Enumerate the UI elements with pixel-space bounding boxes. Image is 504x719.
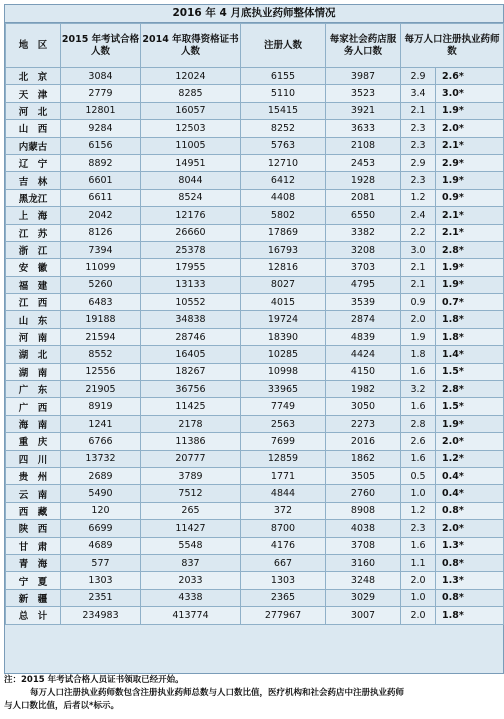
cell-store: 2108 <box>326 137 401 154</box>
cell-cert: 20777 <box>141 450 241 467</box>
cell-exam: 6156 <box>61 137 141 154</box>
cell-store: 3007 <box>326 607 401 624</box>
cell-cmp: 2.0* <box>436 433 504 450</box>
cell-exam: 5490 <box>61 485 141 502</box>
cell-region: 重 庆 <box>6 433 61 450</box>
cell-cmp: 1.4* <box>436 346 504 363</box>
cell-reg: 8700 <box>241 520 326 537</box>
cell-store: 3633 <box>326 120 401 137</box>
cell-cmp: 2.6* <box>436 68 504 85</box>
cell-avg: 2.0 <box>401 311 436 328</box>
cell-cmp: 2.9* <box>436 154 504 171</box>
cell-avg: 2.1 <box>401 259 436 276</box>
cell-store: 2016 <box>326 433 401 450</box>
cell-exam: 234983 <box>61 607 141 624</box>
cell-cert: 8524 <box>141 189 241 206</box>
cell-avg: 3.4 <box>401 85 436 102</box>
cell-cert: 12503 <box>141 120 241 137</box>
cell-reg: 277967 <box>241 607 326 624</box>
cell-exam: 7394 <box>61 241 141 258</box>
table-row <box>6 137 504 154</box>
cell-store: 3382 <box>326 224 401 241</box>
table-row <box>6 554 504 571</box>
table-row <box>6 467 504 484</box>
cell-avg: 2.1 <box>401 102 436 119</box>
cell-store: 3539 <box>326 294 401 311</box>
cell-cmp: 1.8* <box>436 311 504 328</box>
cell-reg: 1303 <box>241 572 326 589</box>
table-row <box>6 85 504 102</box>
cell-store: 4795 <box>326 276 401 293</box>
cell-cert: 4338 <box>141 589 241 606</box>
cell-avg: 1.0 <box>401 485 436 502</box>
cell-avg: 0.5 <box>401 467 436 484</box>
cell-reg: 33965 <box>241 381 326 398</box>
cell-cmp: 1.5* <box>436 398 504 415</box>
cell-reg: 12816 <box>241 259 326 276</box>
cell-exam: 6483 <box>61 294 141 311</box>
cell-cert: 837 <box>141 554 241 571</box>
cell-exam: 3084 <box>61 68 141 85</box>
cell-exam: 12801 <box>61 102 141 119</box>
table-row <box>6 259 504 276</box>
table-row <box>6 363 504 380</box>
cell-avg: 3.2 <box>401 381 436 398</box>
table-row <box>6 102 504 119</box>
cell-region: 吉 林 <box>6 172 61 189</box>
header-registered: 注册人数 <box>241 24 326 68</box>
cell-avg: 2.8 <box>401 415 436 432</box>
cell-reg: 2563 <box>241 415 326 432</box>
cell-avg: 0.9 <box>401 294 436 311</box>
cell-cmp: 1.8* <box>436 328 504 345</box>
cell-cmp: 0.8* <box>436 502 504 519</box>
cell-avg: 2.3 <box>401 172 436 189</box>
cell-store: 4424 <box>326 346 401 363</box>
cell-exam: 5260 <box>61 276 141 293</box>
cell-region: 江 苏 <box>6 224 61 241</box>
table-row <box>6 294 504 311</box>
cell-reg: 4176 <box>241 537 326 554</box>
table-row <box>6 346 504 363</box>
cell-avg: 2.1 <box>401 276 436 293</box>
cell-cmp: 1.9* <box>436 102 504 119</box>
cell-region: 湖 南 <box>6 363 61 380</box>
cell-region: 辽 宁 <box>6 154 61 171</box>
cell-cert: 11005 <box>141 137 241 154</box>
cell-store: 2081 <box>326 189 401 206</box>
cell-store: 4839 <box>326 328 401 345</box>
cell-avg: 1.6 <box>401 398 436 415</box>
cell-reg: 7699 <box>241 433 326 450</box>
cell-region: 新 疆 <box>6 589 61 606</box>
cell-region: 青 海 <box>6 554 61 571</box>
cell-cmp: 2.1* <box>436 137 504 154</box>
cell-avg: 1.0 <box>401 589 436 606</box>
table-row <box>6 398 504 415</box>
cell-exam: 21594 <box>61 328 141 345</box>
cell-cmp: 2.1* <box>436 207 504 224</box>
table-row <box>6 589 504 606</box>
table-panel <box>4 4 504 674</box>
cell-reg: 15415 <box>241 102 326 119</box>
cell-reg: 16793 <box>241 241 326 258</box>
cell-reg: 1771 <box>241 467 326 484</box>
table-row <box>6 241 504 258</box>
cell-reg: 5110 <box>241 85 326 102</box>
cell-cert: 265 <box>141 502 241 519</box>
table-row <box>6 68 504 85</box>
cell-exam: 9284 <box>61 120 141 137</box>
cell-region: 海 南 <box>6 415 61 432</box>
cell-cmp: 0.8* <box>436 589 504 606</box>
cell-store: 3160 <box>326 554 401 571</box>
note-line-1: 注：2015 年考试合格人员证书领取已经开始。 <box>4 675 184 685</box>
cell-store: 2760 <box>326 485 401 502</box>
table-row <box>6 607 504 624</box>
cell-exam: 8919 <box>61 398 141 415</box>
cell-store: 6550 <box>326 207 401 224</box>
cell-cmp: 2.0* <box>436 520 504 537</box>
cell-avg: 1.1 <box>401 554 436 571</box>
cell-exam: 120 <box>61 502 141 519</box>
header-cert2014: 2014 年取得资格证书人数 <box>141 24 241 68</box>
cell-store: 3050 <box>326 398 401 415</box>
cell-cmp: 1.3* <box>436 572 504 589</box>
cell-cert: 36756 <box>141 381 241 398</box>
cell-cert: 10552 <box>141 294 241 311</box>
cell-avg: 3.0 <box>401 241 436 258</box>
table-title: 2016 年 4 月底执业药师整体情况 <box>5 5 503 23</box>
cell-avg: 2.9 <box>401 68 436 85</box>
cell-exam: 2351 <box>61 589 141 606</box>
table-row <box>6 572 504 589</box>
cell-store: 3248 <box>326 572 401 589</box>
cell-region: 甘 肃 <box>6 537 61 554</box>
cell-reg: 5802 <box>241 207 326 224</box>
cell-cmp: 3.0* <box>436 85 504 102</box>
cell-cert: 34838 <box>141 311 241 328</box>
header-region: 地 区 <box>6 24 61 68</box>
cell-cert: 8044 <box>141 172 241 189</box>
table-row <box>6 520 504 537</box>
cell-reg: 667 <box>241 554 326 571</box>
cell-exam: 6699 <box>61 520 141 537</box>
cell-avg: 1.9 <box>401 328 436 345</box>
cell-avg: 2.4 <box>401 207 436 224</box>
cell-reg: 7749 <box>241 398 326 415</box>
cell-exam: 19188 <box>61 311 141 328</box>
cell-avg: 2.6 <box>401 433 436 450</box>
cell-region: 内蒙古 <box>6 137 61 154</box>
cell-region: 福 建 <box>6 276 61 293</box>
cell-avg: 1.6 <box>401 450 436 467</box>
cell-cert: 11386 <box>141 433 241 450</box>
table-row <box>6 154 504 171</box>
cell-region: 宁 夏 <box>6 572 61 589</box>
cell-exam: 577 <box>61 554 141 571</box>
cell-avg: 1.2 <box>401 502 436 519</box>
cell-cmp: 2.8* <box>436 381 504 398</box>
header-exam2015: 2015 年考试合格人数 <box>61 24 141 68</box>
cell-cert: 13133 <box>141 276 241 293</box>
cell-reg: 372 <box>241 502 326 519</box>
cell-cert: 26660 <box>141 224 241 241</box>
table-row <box>6 485 504 502</box>
cell-reg: 8252 <box>241 120 326 137</box>
cell-cert: 28746 <box>141 328 241 345</box>
cell-region: 总 计 <box>6 607 61 624</box>
table-row <box>6 537 504 554</box>
cell-cmp: 1.9* <box>436 259 504 276</box>
cell-store: 3029 <box>326 589 401 606</box>
table-row <box>6 120 504 137</box>
cell-exam: 8892 <box>61 154 141 171</box>
cell-cert: 2178 <box>141 415 241 432</box>
cell-region: 山 西 <box>6 120 61 137</box>
cell-exam: 6611 <box>61 189 141 206</box>
cell-exam: 1241 <box>61 415 141 432</box>
cell-cmp: 2.8* <box>436 241 504 258</box>
cell-avg: 2.3 <box>401 520 436 537</box>
cell-store: 3708 <box>326 537 401 554</box>
cell-cert: 17955 <box>141 259 241 276</box>
table-row <box>6 328 504 345</box>
cell-region: 江 西 <box>6 294 61 311</box>
cell-region: 安 徽 <box>6 259 61 276</box>
cell-cmp: 2.1* <box>436 224 504 241</box>
cell-reg: 12710 <box>241 154 326 171</box>
cell-cert: 11427 <box>141 520 241 537</box>
cell-exam: 6601 <box>61 172 141 189</box>
cell-reg: 17869 <box>241 224 326 241</box>
cell-store: 8908 <box>326 502 401 519</box>
cell-reg: 5763 <box>241 137 326 154</box>
cell-cmp: 1.3* <box>436 537 504 554</box>
cell-exam: 2689 <box>61 467 141 484</box>
cell-region: 西 藏 <box>6 502 61 519</box>
cell-avg: 1.6 <box>401 363 436 380</box>
cell-region: 广 西 <box>6 398 61 415</box>
cell-region: 河 北 <box>6 102 61 119</box>
table-row <box>6 502 504 519</box>
cell-avg: 2.0 <box>401 572 436 589</box>
header-per-store: 每家社会药店服务人口数 <box>326 24 401 68</box>
cell-avg: 2.3 <box>401 120 436 137</box>
cell-cert: 14951 <box>141 154 241 171</box>
cell-cmp: 0.9* <box>436 189 504 206</box>
cell-cert: 7512 <box>141 485 241 502</box>
cell-store: 1862 <box>326 450 401 467</box>
cell-store: 3921 <box>326 102 401 119</box>
table-row <box>6 311 504 328</box>
cell-region: 湖 北 <box>6 346 61 363</box>
cell-region: 山 东 <box>6 311 61 328</box>
cell-cmp: 1.2* <box>436 450 504 467</box>
cell-region: 云 南 <box>6 485 61 502</box>
cell-avg: 2.0 <box>401 607 436 624</box>
cell-cert: 16057 <box>141 102 241 119</box>
table-row <box>6 189 504 206</box>
cell-region: 河 南 <box>6 328 61 345</box>
table-row <box>6 172 504 189</box>
cell-store: 2453 <box>326 154 401 171</box>
cell-cert: 18267 <box>141 363 241 380</box>
cell-store: 4150 <box>326 363 401 380</box>
cell-cert: 3789 <box>141 467 241 484</box>
cell-store: 3208 <box>326 241 401 258</box>
cell-cert: 8285 <box>141 85 241 102</box>
cell-cmp: 0.4* <box>436 467 504 484</box>
cell-reg: 2365 <box>241 589 326 606</box>
cell-region: 陕 西 <box>6 520 61 537</box>
cell-exam: 21905 <box>61 381 141 398</box>
cell-cert: 5548 <box>141 537 241 554</box>
cell-cert: 413774 <box>141 607 241 624</box>
cell-reg: 6412 <box>241 172 326 189</box>
table-row <box>6 450 504 467</box>
cell-cmp: 0.4* <box>436 485 504 502</box>
cell-exam: 8552 <box>61 346 141 363</box>
cell-cmp: 2.0* <box>436 120 504 137</box>
cell-exam: 11099 <box>61 259 141 276</box>
table-row <box>6 224 504 241</box>
cell-cmp: 1.9* <box>436 415 504 432</box>
cell-reg: 19724 <box>241 311 326 328</box>
cell-region: 天 津 <box>6 85 61 102</box>
header-row <box>6 24 504 68</box>
pharmacist-table <box>5 23 504 625</box>
cell-store: 1982 <box>326 381 401 398</box>
cell-region: 黑龙江 <box>6 189 61 206</box>
cell-cmp: 0.8* <box>436 554 504 571</box>
cell-region: 浙 江 <box>6 241 61 258</box>
cell-exam: 8126 <box>61 224 141 241</box>
cell-exam: 12556 <box>61 363 141 380</box>
cell-cmp: 0.7* <box>436 294 504 311</box>
cell-exam: 2042 <box>61 207 141 224</box>
cell-store: 1928 <box>326 172 401 189</box>
note-line-3: 与人口数比值，后者以*标示。 <box>4 701 119 711</box>
cell-avg: 2.3 <box>401 137 436 154</box>
cell-exam: 1303 <box>61 572 141 589</box>
cell-cert: 2033 <box>141 572 241 589</box>
cell-store: 2273 <box>326 415 401 432</box>
cell-reg: 10285 <box>241 346 326 363</box>
cell-reg: 4844 <box>241 485 326 502</box>
cell-reg: 8027 <box>241 276 326 293</box>
cell-region: 贵 州 <box>6 467 61 484</box>
cell-reg: 4015 <box>241 294 326 311</box>
cell-avg: 1.2 <box>401 189 436 206</box>
table-row <box>6 276 504 293</box>
cell-cmp: 1.5* <box>436 363 504 380</box>
cell-cert: 16405 <box>141 346 241 363</box>
cell-region: 四 川 <box>6 450 61 467</box>
header-per10k: 每万人口注册执业药师数 <box>401 24 504 68</box>
cell-reg: 12859 <box>241 450 326 467</box>
table-row <box>6 207 504 224</box>
cell-store: 4038 <box>326 520 401 537</box>
table-row <box>6 415 504 432</box>
cell-exam: 4689 <box>61 537 141 554</box>
table-row <box>6 433 504 450</box>
cell-reg: 18390 <box>241 328 326 345</box>
table-row <box>6 381 504 398</box>
cell-cmp: 1.8* <box>436 607 504 624</box>
cell-reg: 6155 <box>241 68 326 85</box>
cell-avg: 1.6 <box>401 537 436 554</box>
cell-region: 北 京 <box>6 68 61 85</box>
cell-avg: 2.2 <box>401 224 436 241</box>
cell-region: 广 东 <box>6 381 61 398</box>
cell-store: 3987 <box>326 68 401 85</box>
cell-cert: 12176 <box>141 207 241 224</box>
table-body <box>6 68 504 625</box>
cell-exam: 6766 <box>61 433 141 450</box>
cell-store: 3505 <box>326 467 401 484</box>
cell-exam: 13732 <box>61 450 141 467</box>
cell-cmp: 1.9* <box>436 172 504 189</box>
cell-cert: 25378 <box>141 241 241 258</box>
cell-cert: 12024 <box>141 68 241 85</box>
cell-reg: 4408 <box>241 189 326 206</box>
cell-avg: 2.9 <box>401 154 436 171</box>
cell-store: 2874 <box>326 311 401 328</box>
footnotes <box>4 674 500 713</box>
cell-exam: 2779 <box>61 85 141 102</box>
cell-cert: 11425 <box>141 398 241 415</box>
cell-avg: 1.8 <box>401 346 436 363</box>
cell-cmp: 1.9* <box>436 276 504 293</box>
cell-store: 3703 <box>326 259 401 276</box>
cell-store: 3523 <box>326 85 401 102</box>
note-line-2: 每万人口注册执业药师数包含注册执业药师总数与人口数比值，医疗机构和社会药店中注册执业药师 <box>30 688 405 698</box>
cell-region: 上 海 <box>6 207 61 224</box>
cell-reg: 10998 <box>241 363 326 380</box>
